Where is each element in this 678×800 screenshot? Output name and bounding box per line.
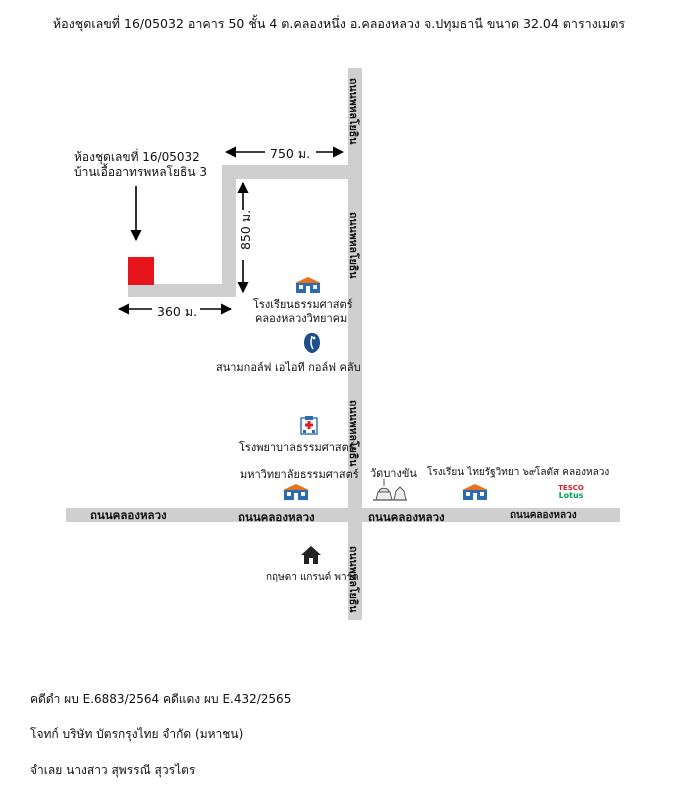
tesco-lotus-logo — [556, 484, 586, 500]
home-icon — [300, 545, 322, 565]
road-label-khlong-luang-1: ถนนคลองหลวง — [90, 508, 167, 522]
school2-label: โรงเรียน ไทยรัฐวิทยา ๖๙ — [427, 467, 537, 478]
property-marker — [128, 257, 154, 285]
temple-icon — [372, 478, 408, 502]
village-label: กฤษดา แกรนด์ พาร์ค — [266, 572, 359, 583]
school1-label-line2: คลองหลวงวิทยาคม — [255, 312, 348, 325]
school1-label-line1: โรงเรียนธรรมศาสตร์ — [253, 298, 353, 311]
road-label-phahon-mid: ถนนพหลโยธิน — [347, 212, 359, 279]
road-label-phahon-bottom: ถนนพหลโยธิน — [347, 546, 359, 613]
school2-icon — [460, 483, 490, 501]
hospital-label: โรงพยาบาลธรรมศาสตร์ — [239, 441, 355, 454]
lotus-label: โลตัส คลองหลวง — [535, 467, 610, 478]
case-number: คดีดำ ผบ E.6883/2564 คดีแดง ผบ E.432/2565 — [30, 692, 292, 706]
university-label: มหาวิทยาลัยธรรมศาสตร์ — [240, 468, 359, 481]
distance-bottom: 360 ม. — [157, 304, 198, 319]
lotus-logo-text: Lotus — [558, 491, 584, 500]
road-label-khlong-luang-2: ถนนคลองหลวง — [238, 510, 315, 524]
distance-vertical: 850 ม. — [238, 209, 253, 250]
hospital-icon — [299, 415, 319, 435]
university-icon — [281, 483, 311, 501]
golf-label: สนามกอล์ฟ เอไอที กอล์ฟ คลับ — [216, 361, 361, 374]
road-label-phahon-top: ถนนพหลโยธิน — [347, 78, 359, 145]
property-label-line2: บ้านเอื้ออาทรพหลโยธิน 3 — [74, 165, 208, 179]
plaintiff: โจทก์ บริษัท บัตรกรุงไทย จำกัด (มหาชน) — [30, 727, 244, 741]
road-label-phahon-lower: ถนนพหลโยธิน — [347, 400, 359, 467]
distance-top: 750 ม. — [270, 146, 311, 161]
property-label-line1: ห้องชุดเลขที่ 16/05032 — [74, 150, 200, 164]
road-label-khlong-luang-3: ถนนคลองหลวง — [368, 510, 445, 524]
temple-label: วัดบางขัน — [370, 467, 417, 480]
defendant: จำเลย นางสาว สุพรรณี สุวรไตร — [30, 763, 196, 777]
golf-icon — [303, 332, 321, 354]
road-label-khlong-luang-4: ถนนคลองหลวง — [510, 510, 577, 521]
tesco-logo-text: TESCO — [558, 484, 584, 492]
school-icon — [293, 276, 323, 294]
page-title: ห้องชุดเลขที่ 16/05032 อาคาร 50 ชั้น 4 ต.คลองหนึ่ง อ.คลองหลวง จ.ปทุมธานี ขนาด 32.04 ตารางเมตร — [52, 16, 626, 31]
